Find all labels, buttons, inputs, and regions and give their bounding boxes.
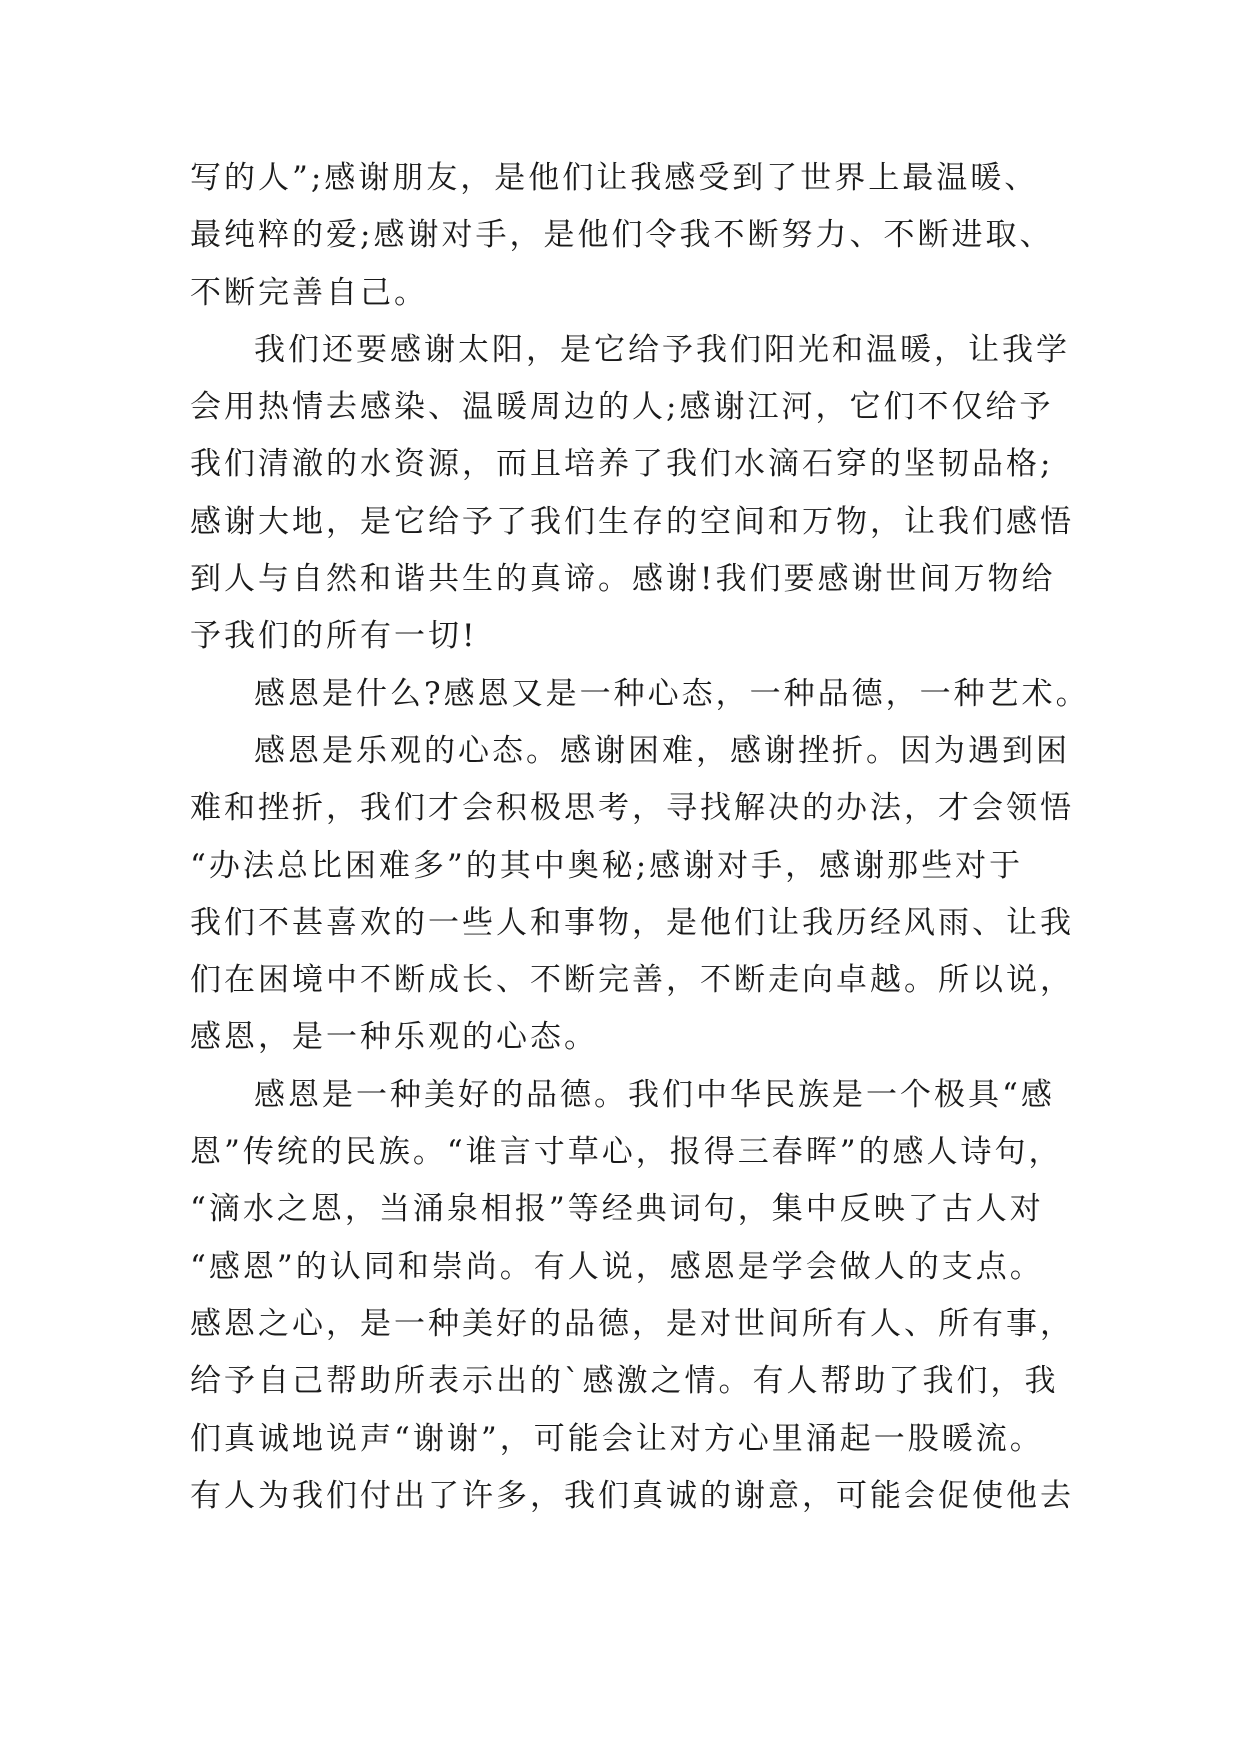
text-line: “滴水之恩，当涌泉相报”等经典词句，集中反映了古人对 — [190, 1191, 1044, 1228]
text-line: 们在困境中不断成长、不断完善，不断走向卓越。所以说， — [190, 962, 1074, 999]
text-line: 到人与自然和谐共生的真谛。感谢!我们要感谢世间万物给 — [190, 561, 1056, 598]
text-line: 们真诚地说声“谢谢”，可能会让对方心里涌起一股暖流。 — [190, 1420, 1044, 1457]
text-line: 我们还要感谢太阳，是它给予我们阳光和温暖，让我学 — [254, 331, 1070, 368]
text-line: 最纯粹的爱;感谢对手，是他们令我不断努力、不断进取、 — [190, 217, 1054, 254]
text-line: “感恩”的认同和崇尚。有人说，感恩是学会做人的支点。 — [190, 1248, 1044, 1285]
text-line: 感恩是什么?感恩又是一种心态，一种品德，一种艺术。 — [254, 675, 1090, 712]
text-line: 难和挫折，我们才会积极思考，寻找解决的办法，才会领悟 — [190, 790, 1074, 827]
text-line: 予我们的所有一切! — [190, 618, 478, 655]
text-line: 恩”传统的民族。“谁言寸草心，报得三春晖”的感人诗句， — [190, 1134, 1063, 1171]
text-line: 感恩是乐观的心态。感谢困难，感谢挫折。因为遇到困 — [254, 732, 1070, 769]
text-line: “办法总比困难多”的其中奥秘;感谢对手，感谢那些对于 — [190, 847, 1024, 884]
text-line: 我们清澈的水资源，而且培养了我们水滴石穿的坚韧品格; — [190, 446, 1054, 483]
text-line: 感恩是一种美好的品德。我们中华民族是一个极具“感 — [254, 1076, 1055, 1113]
text-line: 写的人”;感谢朋友，是他们让我感受到了世界上最温暖、 — [190, 160, 1039, 196]
text-line: 我们不甚喜欢的一些人和事物，是他们让我历经风雨、让我 — [190, 904, 1074, 941]
text-line: 会用热情去感染、温暖周边的人;感谢江河，它们不仅给予 — [190, 389, 1054, 426]
text-line: 不断完善自己。 — [190, 274, 428, 311]
text-line: 感恩之心，是一种美好的品德，是对世间所有人、所有事， — [190, 1305, 1074, 1342]
text-line: 给予自己帮助所表示出的`感激之情。有人帮助了我们，我 — [190, 1363, 1059, 1400]
document-body — [190, 150, 1090, 1525]
text-line: 感恩，是一种乐观的心态。 — [190, 1019, 598, 1056]
text-line: 有人为我们付出了许多，我们真诚的谢意，可能会促使他去 — [190, 1477, 1074, 1514]
text-line: 感谢大地，是它给予了我们生存的空间和万物，让我们感悟 — [190, 503, 1074, 540]
